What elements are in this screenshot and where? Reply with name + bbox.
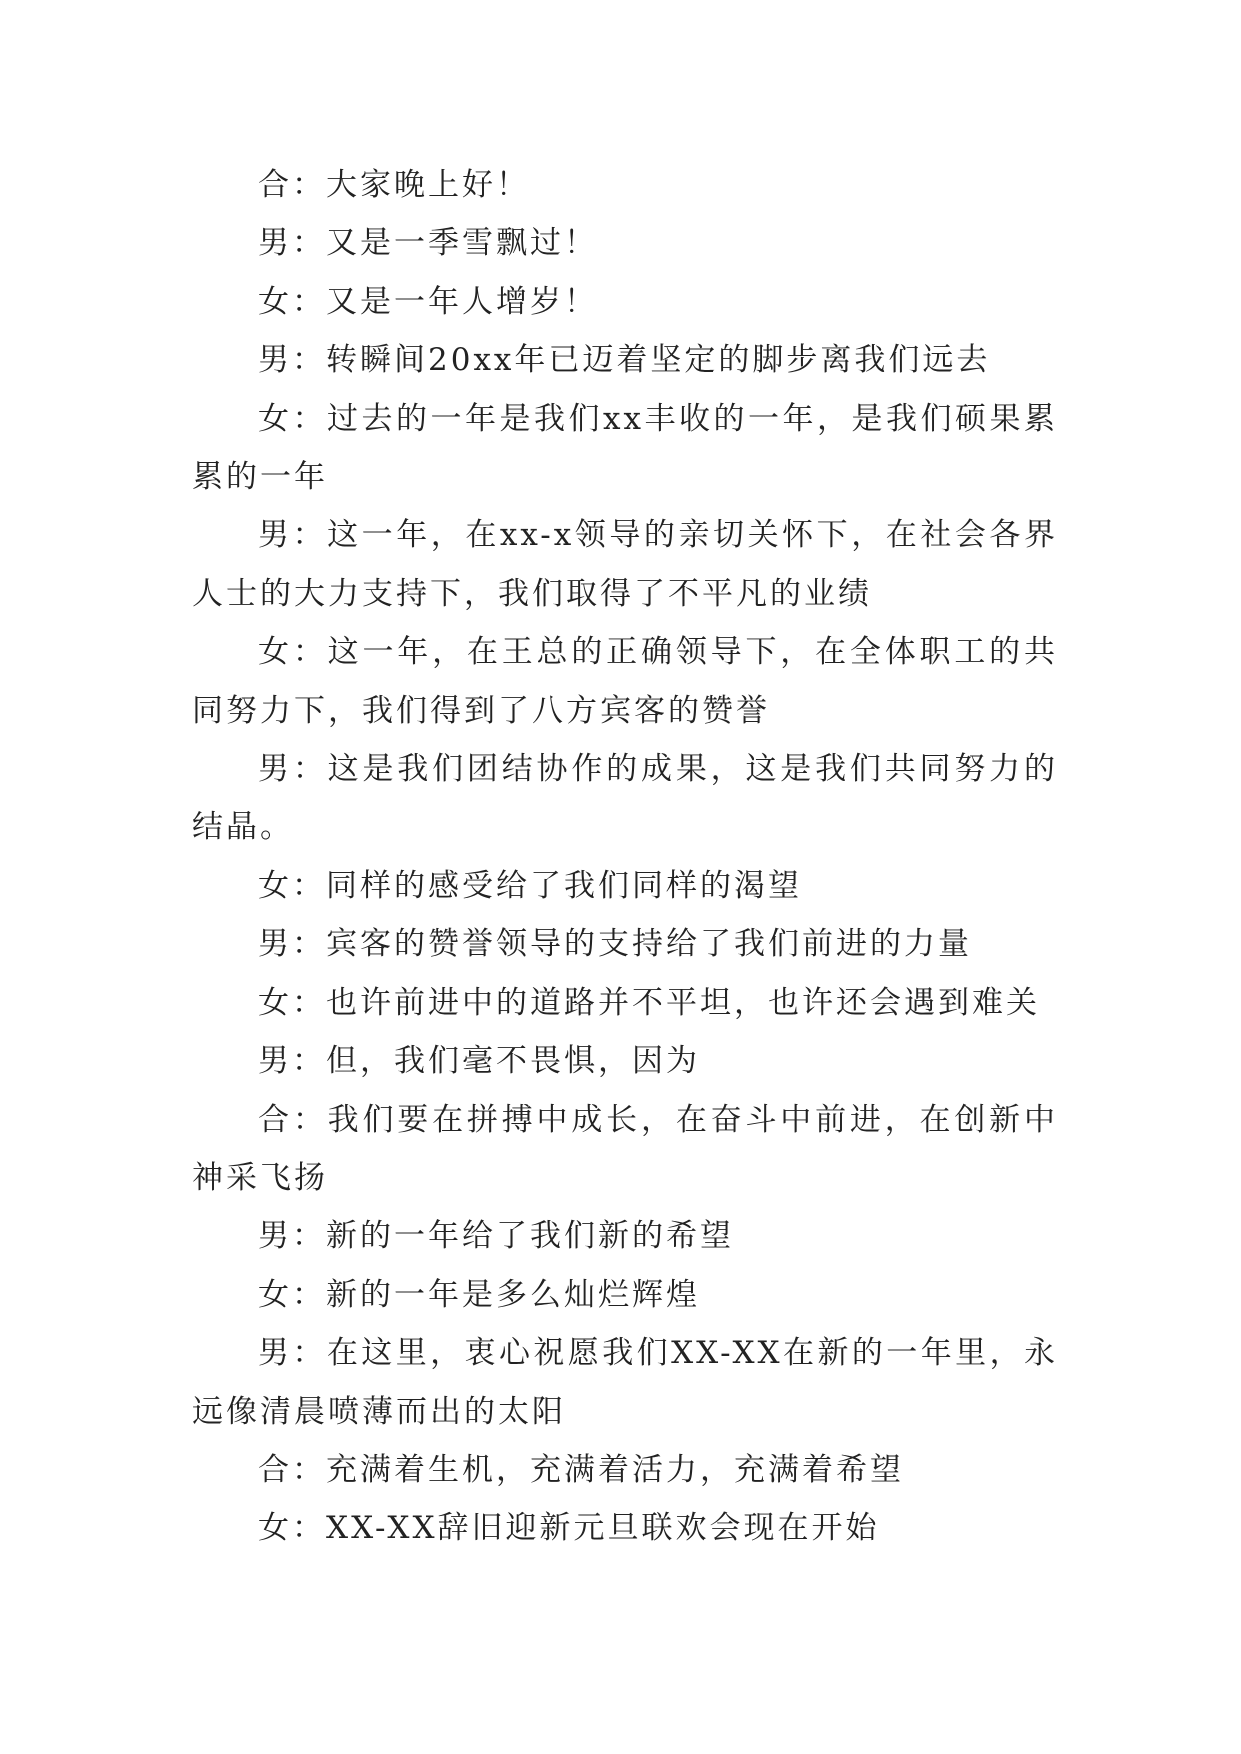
dialogue-line: 男：转瞬间20xx年已迈着坚定的脚步离我们远去 bbox=[258, 342, 991, 379]
dialogue-line: 女：XX-XX辞旧迎新元旦联欢会现在开始 bbox=[258, 1510, 880, 1547]
dialogue-line: 男：在这里，衷心祝愿我们XX-XX在新的一年里，永远像清晨喷薄而出的太阳 bbox=[192, 1335, 1058, 1430]
dialogue-line: 女：又是一年人增岁！ bbox=[258, 283, 598, 320]
dialogue-line: 女：这一年，在王总的正确领导下，在全体职工的共同努力下，我们得到了八方宾客的赞誉 bbox=[192, 634, 1058, 729]
dialogue-line: 女：新的一年是多么灿烂辉煌 bbox=[258, 1276, 700, 1313]
dialogue-line: 女：过去的一年是我们xx丰收的一年，是我们硕果累累的一年 bbox=[192, 400, 1058, 496]
dialogue-line: 男：宾客的赞誉领导的支持给了我们前进的力量 bbox=[258, 926, 972, 963]
dialogue-line: 合：我们要在拼搏中成长，在奋斗中前进，在创新中神采飞扬 bbox=[192, 1101, 1058, 1196]
dialogue-line: 男：但，我们毫不畏惧，因为 bbox=[258, 1043, 700, 1080]
document-body bbox=[192, 156, 1058, 1558]
dialogue-line: 男：这是我们团结协作的成果，这是我们共同努力的结晶。 bbox=[192, 751, 1058, 846]
dialogue-line: 合：大家晚上好！ bbox=[258, 167, 530, 203]
dialogue-line: 男：又是一季雪飘过！ bbox=[258, 225, 598, 262]
dialogue-line: 男：这一年，在xx-x领导的亲切关怀下，在社会各界人士的大力支持下，我们取得了不平凡的业绩 bbox=[192, 517, 1058, 612]
dialogue-line: 男：新的一年给了我们新的希望 bbox=[258, 1218, 734, 1255]
dialogue-line: 合：充满着生机，充满着活力，充满着希望 bbox=[258, 1451, 904, 1488]
dialogue-line: 女：也许前进中的道路并不平坦，也许还会遇到难关 bbox=[258, 984, 1040, 1021]
dialogue-line: 女：同样的感受给了我们同样的渴望 bbox=[258, 867, 802, 904]
